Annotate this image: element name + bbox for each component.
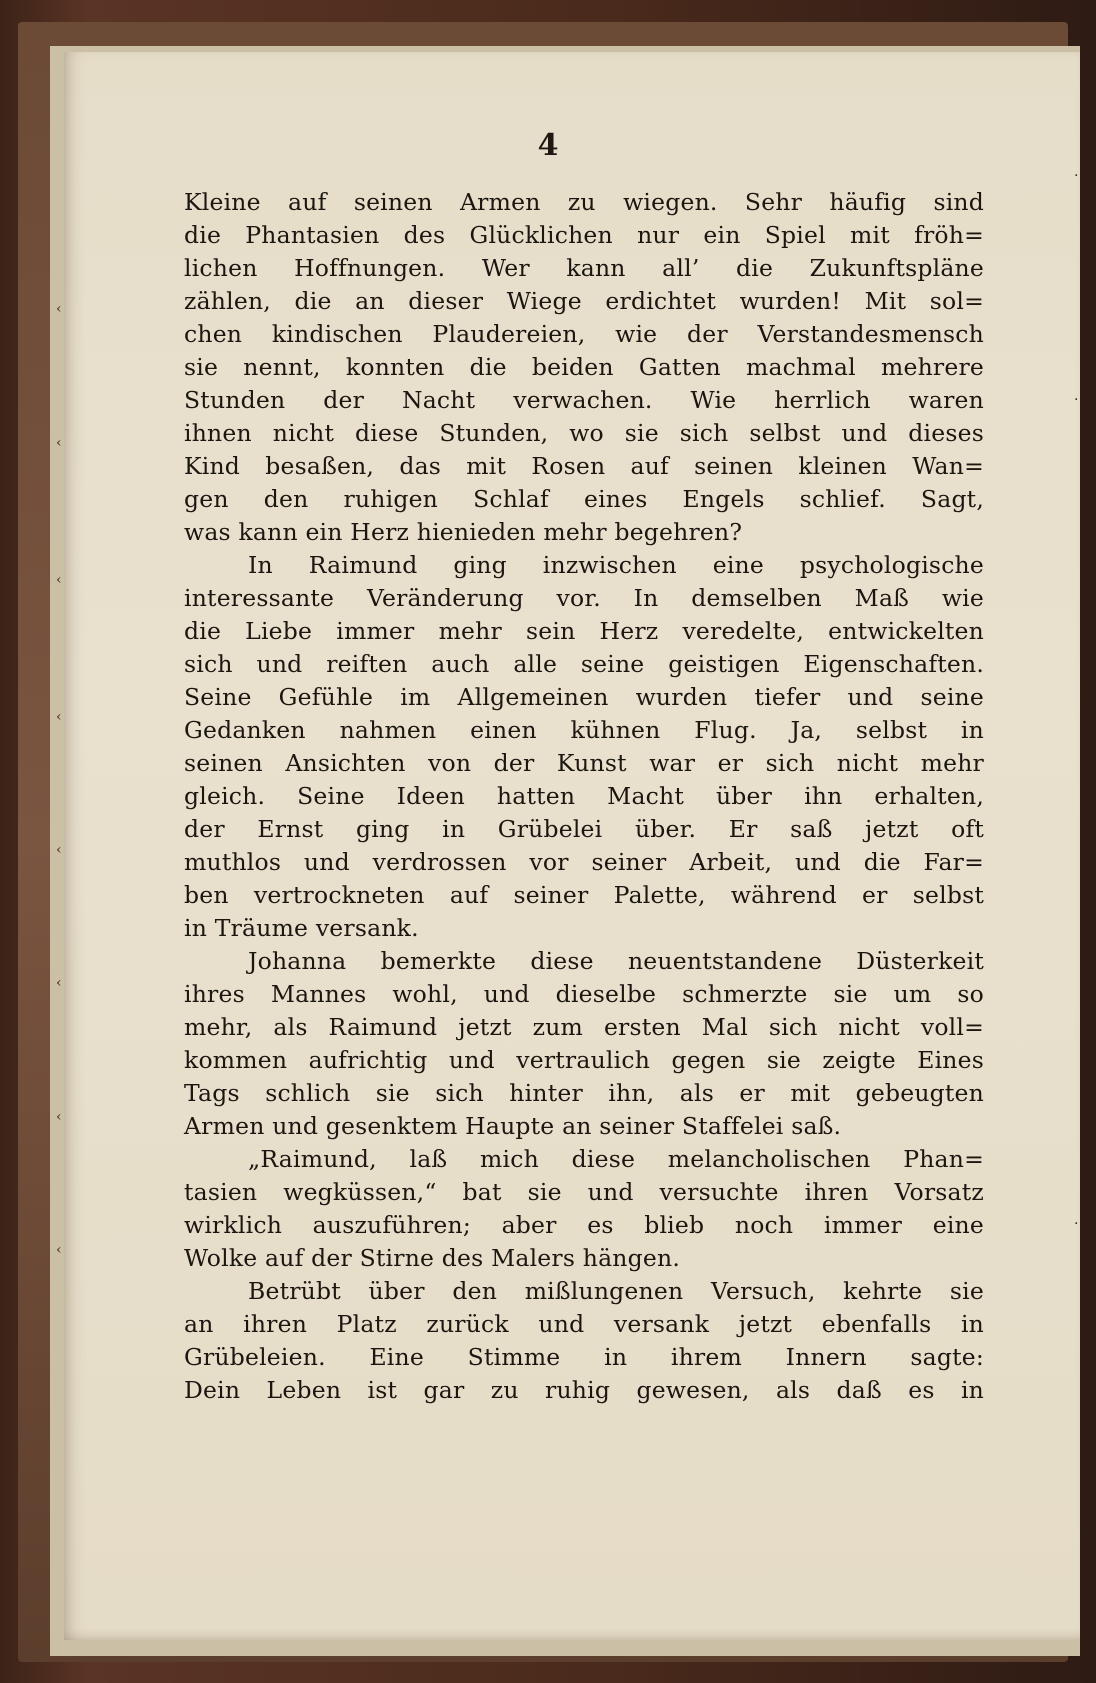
text-line: tasien wegküssen,“ bat sie und versuchte ihren Vorsatz: [184, 1178, 984, 1206]
text-line: kommen aufrichtig und vertraulich gegen sie zeigte Eines: [184, 1046, 984, 1074]
text-line: Gedanken nahmen einen kühnen Flug. Ja, selbst in: [184, 716, 984, 744]
text-line: muthlos und verdrossen vor seiner Arbeit, und die Far=: [184, 848, 984, 876]
text-line: zählen, die an dieser Wiege erdichtet wurden! Mit sol=: [184, 287, 984, 315]
text-line: an ihren Platz zurück und versank jetzt ebenfalls in: [184, 1310, 984, 1338]
text-line: Kleine auf seinen Armen zu wiegen. Sehr häufig sind: [184, 188, 984, 216]
text-line: „Raimund, laß mich diese melancholischen Phan=: [248, 1145, 984, 1173]
binding-mark: ‹: [56, 1109, 62, 1125]
binding-mark: ‹: [56, 301, 62, 317]
text-line: ben vertrockneten auf seiner Palette, während er selbst: [184, 881, 984, 909]
text-line: Stunden der Nacht verwachen. Wie herrlich waren: [184, 386, 984, 414]
text-line: seinen Ansichten von der Kunst war er sich nicht mehr: [184, 749, 984, 777]
body-text: [184, 186, 984, 1407]
text-line: Johanna bemerkte diese neuentstandene Düsterkeit: [248, 947, 984, 975]
edge-mark: ·: [1074, 168, 1079, 184]
text-line: mehr, als Raimund jetzt zum ersten Mal sich nicht voll=: [184, 1013, 984, 1041]
text-line: gen den ruhigen Schlaf eines Engels schlief. Sagt,: [184, 485, 984, 513]
text-line: ihnen nicht diese Stunden, wo sie sich selbst und dieses: [184, 419, 984, 447]
binding-mark: ‹: [56, 975, 62, 991]
binding-mark: ‹: [56, 435, 62, 451]
text-line: Tags schlich sie sich hinter ihn, als er mit gebeugten: [184, 1079, 984, 1107]
text-line: chen kindischen Plaudereien, wie der Verstandesmensch: [184, 320, 984, 348]
text-line: gleich. Seine Ideen hatten Macht über ihn erhalten,: [184, 782, 984, 810]
text-line: ihres Mannes wohl, und dieselbe schmerzte sie um so: [184, 980, 984, 1008]
text-line: Kind besaßen, das mit Rosen auf seinen kleinen Wan=: [184, 452, 984, 480]
text-line: In Raimund ging inzwischen eine psychologische: [248, 551, 984, 579]
text-line: Seine Gefühle im Allgemeinen wurden tiefer und seine: [184, 683, 984, 711]
text-line: Betrübt über den mißlungenen Versuch, kehrte sie: [248, 1277, 984, 1305]
text-line: sich und reiften auch alle seine geistigen Eigenschaften.: [184, 650, 984, 678]
text-line: wirklich auszuführen; aber es blieb noch immer eine: [184, 1211, 984, 1239]
binding-mark: ‹: [56, 572, 62, 588]
binding-mark: ‹: [56, 1242, 62, 1258]
edge-mark: ·: [1074, 392, 1079, 408]
binding-mark: ‹: [56, 709, 62, 725]
text-line: Armen und gesenktem Haupte an seiner Staffelei saß.: [184, 1112, 842, 1140]
text-line: Dein Leben ist gar zu ruhig gewesen, als daß es in: [184, 1376, 984, 1404]
text-line: die Phantasien des Glücklichen nur ein Spiel mit fröh=: [184, 221, 984, 249]
text-line: sie nennt, konnten die beiden Gatten machmal mehrere: [184, 353, 984, 381]
text-line: lichen Hoffnungen. Wer kann all’ die Zukunftspläne: [184, 254, 984, 282]
edge-mark: ·: [1074, 1216, 1079, 1232]
text-line: die Liebe immer mehr sein Herz veredelte, entwickelten: [184, 617, 984, 645]
text-line: interessante Veränderung vor. In demselben Maß wie: [184, 584, 984, 612]
text-line: was kann ein Herz hienieden mehr begehren?: [184, 518, 743, 546]
binding-mark: ‹: [56, 842, 62, 858]
text-line: der Ernst ging in Grübelei über. Er saß jetzt oft: [184, 815, 984, 843]
text-line: Grübeleien. Eine Stimme in ihrem Innern sagte:: [184, 1343, 984, 1371]
text-line: Wolke auf der Stirne des Malers hängen.: [184, 1244, 680, 1272]
page-number: 4: [537, 128, 559, 163]
text-line: in Träume versank.: [184, 914, 419, 942]
